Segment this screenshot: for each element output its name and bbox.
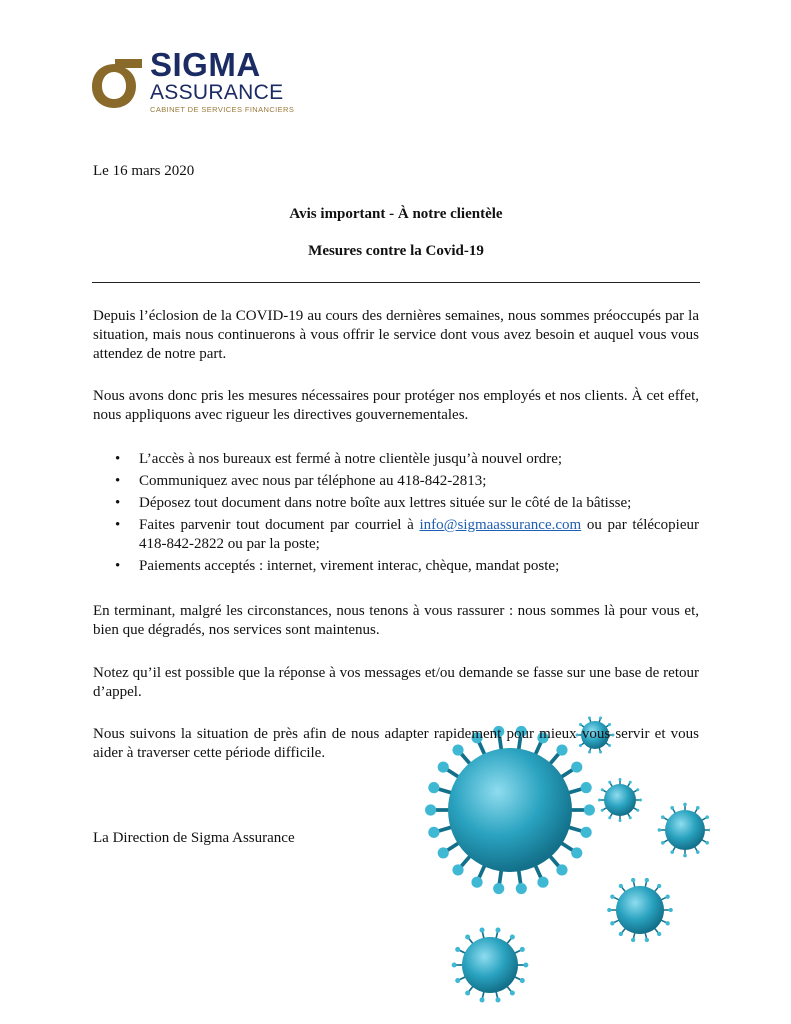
logo-name: SIGMA <box>150 46 261 83</box>
list-item-text: L’accès à nos bureaux est fermé à notre clientèle jusqu’à nouvel ordre; <box>139 451 563 467</box>
bullet-icon: • <box>115 558 121 574</box>
company-logo <box>86 48 296 120</box>
virus-particle <box>452 928 529 1003</box>
bullet-icon: • <box>115 451 121 467</box>
list-item <box>93 557 699 576</box>
list-item-text: Faites parvenir tout document par courriel à <box>139 517 420 533</box>
logo-tagline: CABINET DE SERVICES FINANCIERS <box>150 105 295 114</box>
list-item-text: ou par télécopieur 418-842-2822 ou par la poste; <box>139 517 700 552</box>
sigma-logo-icon <box>86 52 144 112</box>
email-link[interactable]: info@sigmaassurance.com <box>419 517 582 533</box>
notice-subheading: Mesures contre la Covid-19 <box>308 243 484 259</box>
bullet-icon: • <box>115 517 121 533</box>
paragraph-intro: Depuis l’éclosion de la COVID-19 au cours des dernières semaines, nous sommes préoccupés par la situation, mais nous continuerons à vous offrir le service dont vous avez besoin et auquel vous vous attendez de notre part. <box>93 308 699 362</box>
list-item <box>93 494 699 513</box>
paragraph-reassurance: En terminant, malgré les circonstances, nous tenons à vous rassurer : nous sommes là pour vous et, bien que dégradés, nos services sont maintenus. <box>93 603 699 638</box>
list-item-text: Déposez tout document dans notre boîte aux lettres située sur le côté de la bâtisse; <box>139 495 632 511</box>
virus-particle <box>598 778 642 822</box>
paragraph-closing: Nous suivons la situation de près afin de nous adapter rapidement pour mieux vous servir et vous aider à traverser cette période difficile. <box>93 726 699 761</box>
bullet-icon: • <box>115 473 121 489</box>
list-item-text: Paiements acceptés : internet, virement interac, chèque, mandat poste; <box>139 558 560 574</box>
virus-particle <box>658 803 710 858</box>
paragraph-callback: Notez qu’il est possible que la réponse à vos messages et/ou demande se fasse sur une base de retour d’appel. <box>93 665 699 700</box>
bullet-icon: • <box>115 495 121 511</box>
virus-particle <box>607 878 673 942</box>
list-item <box>93 450 699 469</box>
list-item-text: Communiquez avec nous par téléphone au 418-842-2813; <box>139 473 487 489</box>
paragraph-measures: Nous avons donc pris les mesures nécessaires pour protéger nos employés et nos clients. À cet effet, nous appliquons avec rigueur les directives gouvernementales. <box>93 388 699 423</box>
measures-list <box>93 450 699 579</box>
signature: La Direction de Sigma Assurance <box>93 830 295 846</box>
list-item <box>93 516 699 554</box>
letter-date: Le 16 mars 2020 <box>93 163 195 179</box>
logo-assurance: ASSURANCE <box>150 81 284 104</box>
notice-heading: Avis important - À notre clientèle <box>289 206 503 222</box>
divider <box>92 282 700 283</box>
list-item <box>93 472 699 491</box>
